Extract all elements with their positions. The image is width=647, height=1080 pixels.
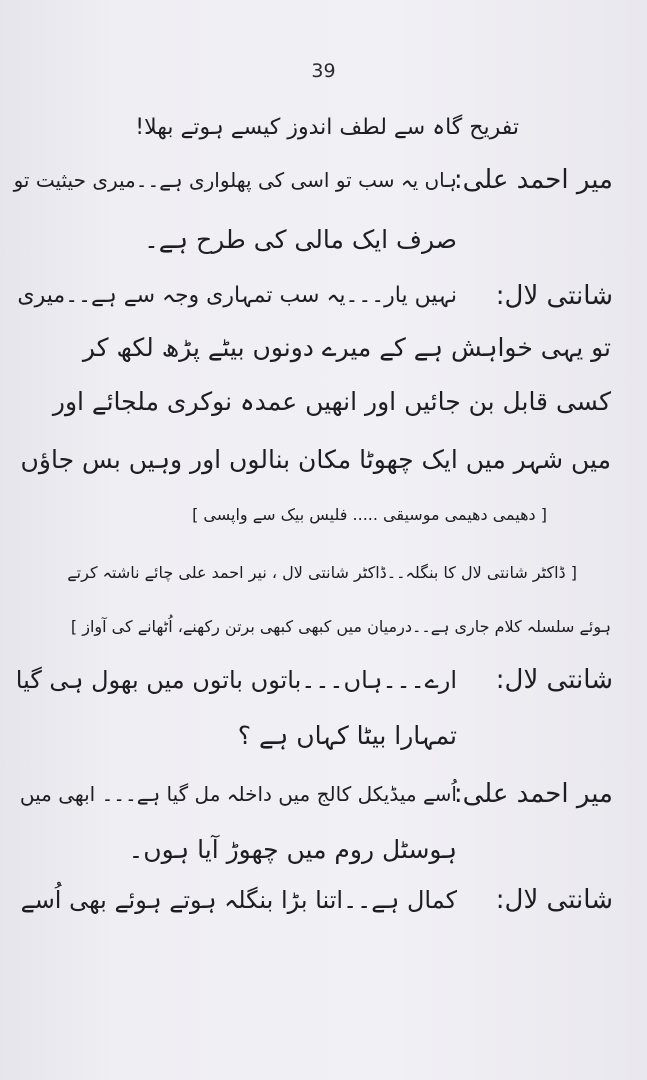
dialogue-line: اُسے میڈیکل کالج میں داخلہ مل گیا ہے۔۔۔ ابھی میں	[19, 782, 457, 806]
dialogue-line: کمال ہے۔۔اتنا بڑا بنگلہ ہوتے ہوئے بھی اُسے	[20, 886, 457, 914]
title-line: تفریح گاہ سے لطف اندوز کیسے ہوتے بھلا!	[135, 115, 519, 140]
dialogue-line: صرف ایک مالی کی طرح ہے۔	[144, 225, 457, 254]
dialogue-line: نہیں یار۔۔۔یہ سب تمہاری وجہ سے ہے۔۔میری	[17, 283, 457, 308]
dialogue-line: ہوسٹل روم میں چھوڑ آیا ہوں۔	[128, 835, 457, 864]
dialogue-line: میں شہر میں ایک چھوٹا مکان بنالوں اور وہیں بس جاؤں	[20, 445, 611, 474]
page-number: 39	[311, 60, 336, 82]
speaker-label: میر احمد علی:	[453, 779, 613, 809]
stage-direction: [ ڈاکٹر شانتی لال کا بنگلہ۔۔ڈاکٹر شانتی لال ، نیر احمد علی چائے ناشتہ کرتے	[67, 563, 577, 582]
dialogue-line: کسی قابل بن جائیں اور انھیں عمدہ نوکری ملجائے اور	[52, 387, 611, 416]
speaker-label: شانتی لال:	[495, 281, 613, 311]
dialogue-line: تو یہی خواہش ہے کے میرے دونوں بیٹے پڑھ لکھ کر	[82, 333, 611, 362]
speaker-label: شانتی لال:	[495, 665, 613, 695]
dialogue-line: ہاں یہ سب تو اسی کی پھلواری ہے۔۔میری حیثیت تو	[13, 168, 457, 192]
dialogue-line: ارے۔۔۔ہاں۔۔۔باتوں باتوں میں بھول ہی گیا	[15, 666, 457, 694]
speaker-label: شانتی لال:	[495, 885, 613, 915]
speaker-label: میر احمد علی:	[453, 165, 613, 195]
stage-direction: ہوئے سلسلہ کلام جاری ہے۔۔درمیان میں کبھی کبھی برتن رکھنے، اُٹھانے کی آواز ]	[70, 617, 611, 636]
stage-direction: [ دھیمی دھیمی موسیقی ..... فلیس بیک سے واپسی ]	[192, 505, 547, 524]
dialogue-line: تمہارا بیٹا کہاں ہے ؟	[237, 721, 457, 750]
